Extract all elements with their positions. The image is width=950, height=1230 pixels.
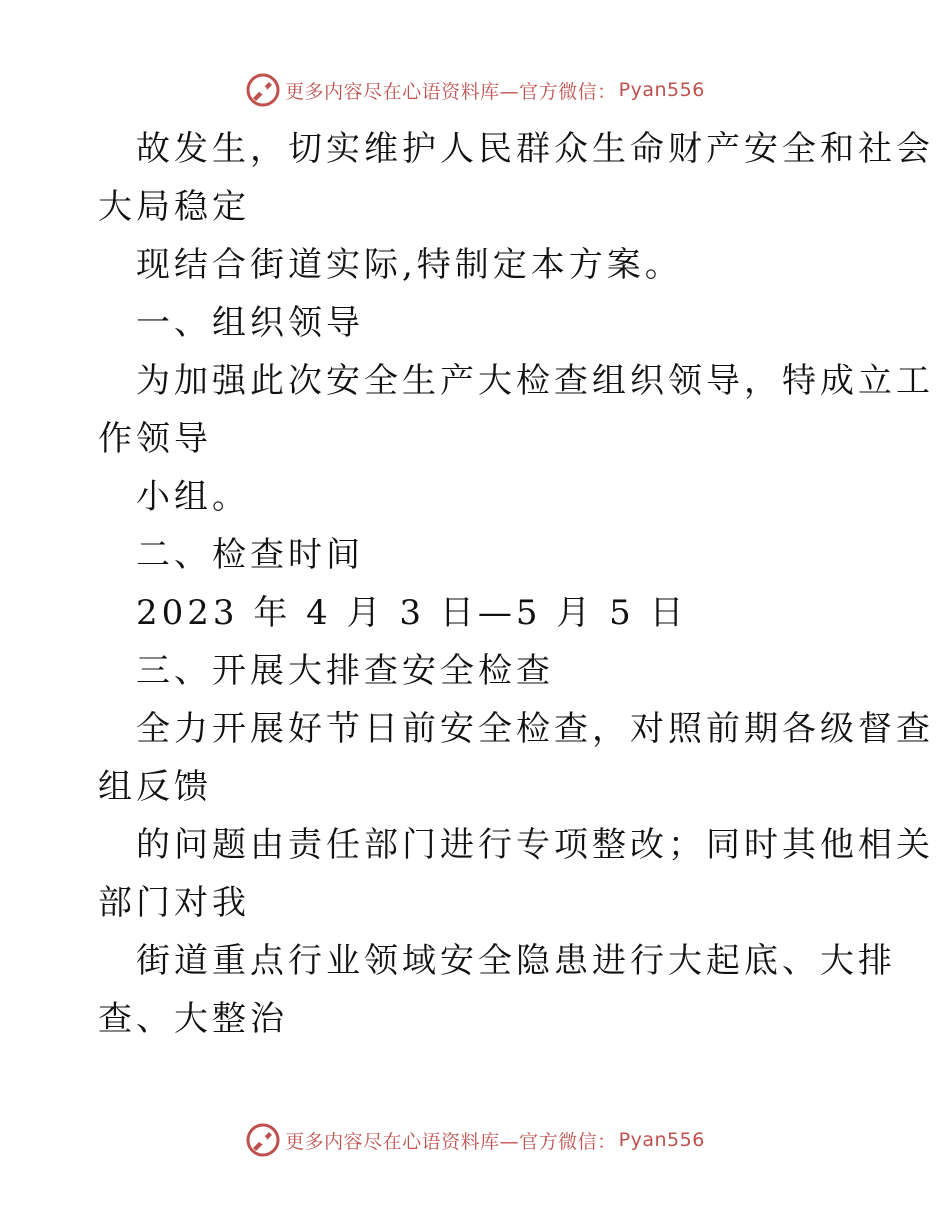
paragraph-line: 现结合街道实际,特制定本方案。 <box>136 245 683 285</box>
header-banner-wechat: Pyan556 <box>618 79 705 101</box>
paragraph-line: 小组。 <box>136 477 250 517</box>
red-quill-logo-icon <box>245 1122 281 1158</box>
header-banner-text: 更多内容尽在心语资料库—官方微信： <box>285 80 617 103</box>
paragraph-line: 为加强此次安全生产大检查组织领导，特成立工 <box>136 361 934 401</box>
paragraph-line: 街道重点行业领域安全隐患进行大起底、大排 <box>136 941 896 981</box>
paragraph-line: 查、大整治 <box>98 999 288 1039</box>
paragraph-line: 作领导 <box>98 419 212 459</box>
paragraph-line: 全力开展好节日前安全检查，对照前期各级督查 <box>136 709 934 749</box>
footer-banner <box>0 1120 950 1160</box>
paragraph-line: 组反馈 <box>98 767 212 807</box>
section-heading-3: 三、开展大排查安全检查 <box>136 651 554 691</box>
date-range-line: 2023 年 4 月 3 日—5 月 5 日 <box>136 593 688 633</box>
paragraph-line: 故发生，切实维护人民群众生命财产安全和社会 <box>136 129 934 169</box>
red-quill-logo-icon <box>245 72 281 108</box>
paragraph-line: 部门对我 <box>98 883 250 923</box>
section-heading-2: 二、检查时间 <box>136 535 364 575</box>
footer-banner-text: 更多内容尽在心语资料库—官方微信： <box>285 1130 617 1153</box>
footer-banner-wechat: Pyan556 <box>618 1129 705 1151</box>
document-body <box>98 120 934 1048</box>
section-heading-1: 一、组织领导 <box>136 303 364 343</box>
header-banner <box>0 70 950 110</box>
paragraph-line: 大局稳定 <box>98 187 250 227</box>
paragraph-line: 的问题由责任部门进行专项整改；同时其他相关 <box>136 825 934 865</box>
